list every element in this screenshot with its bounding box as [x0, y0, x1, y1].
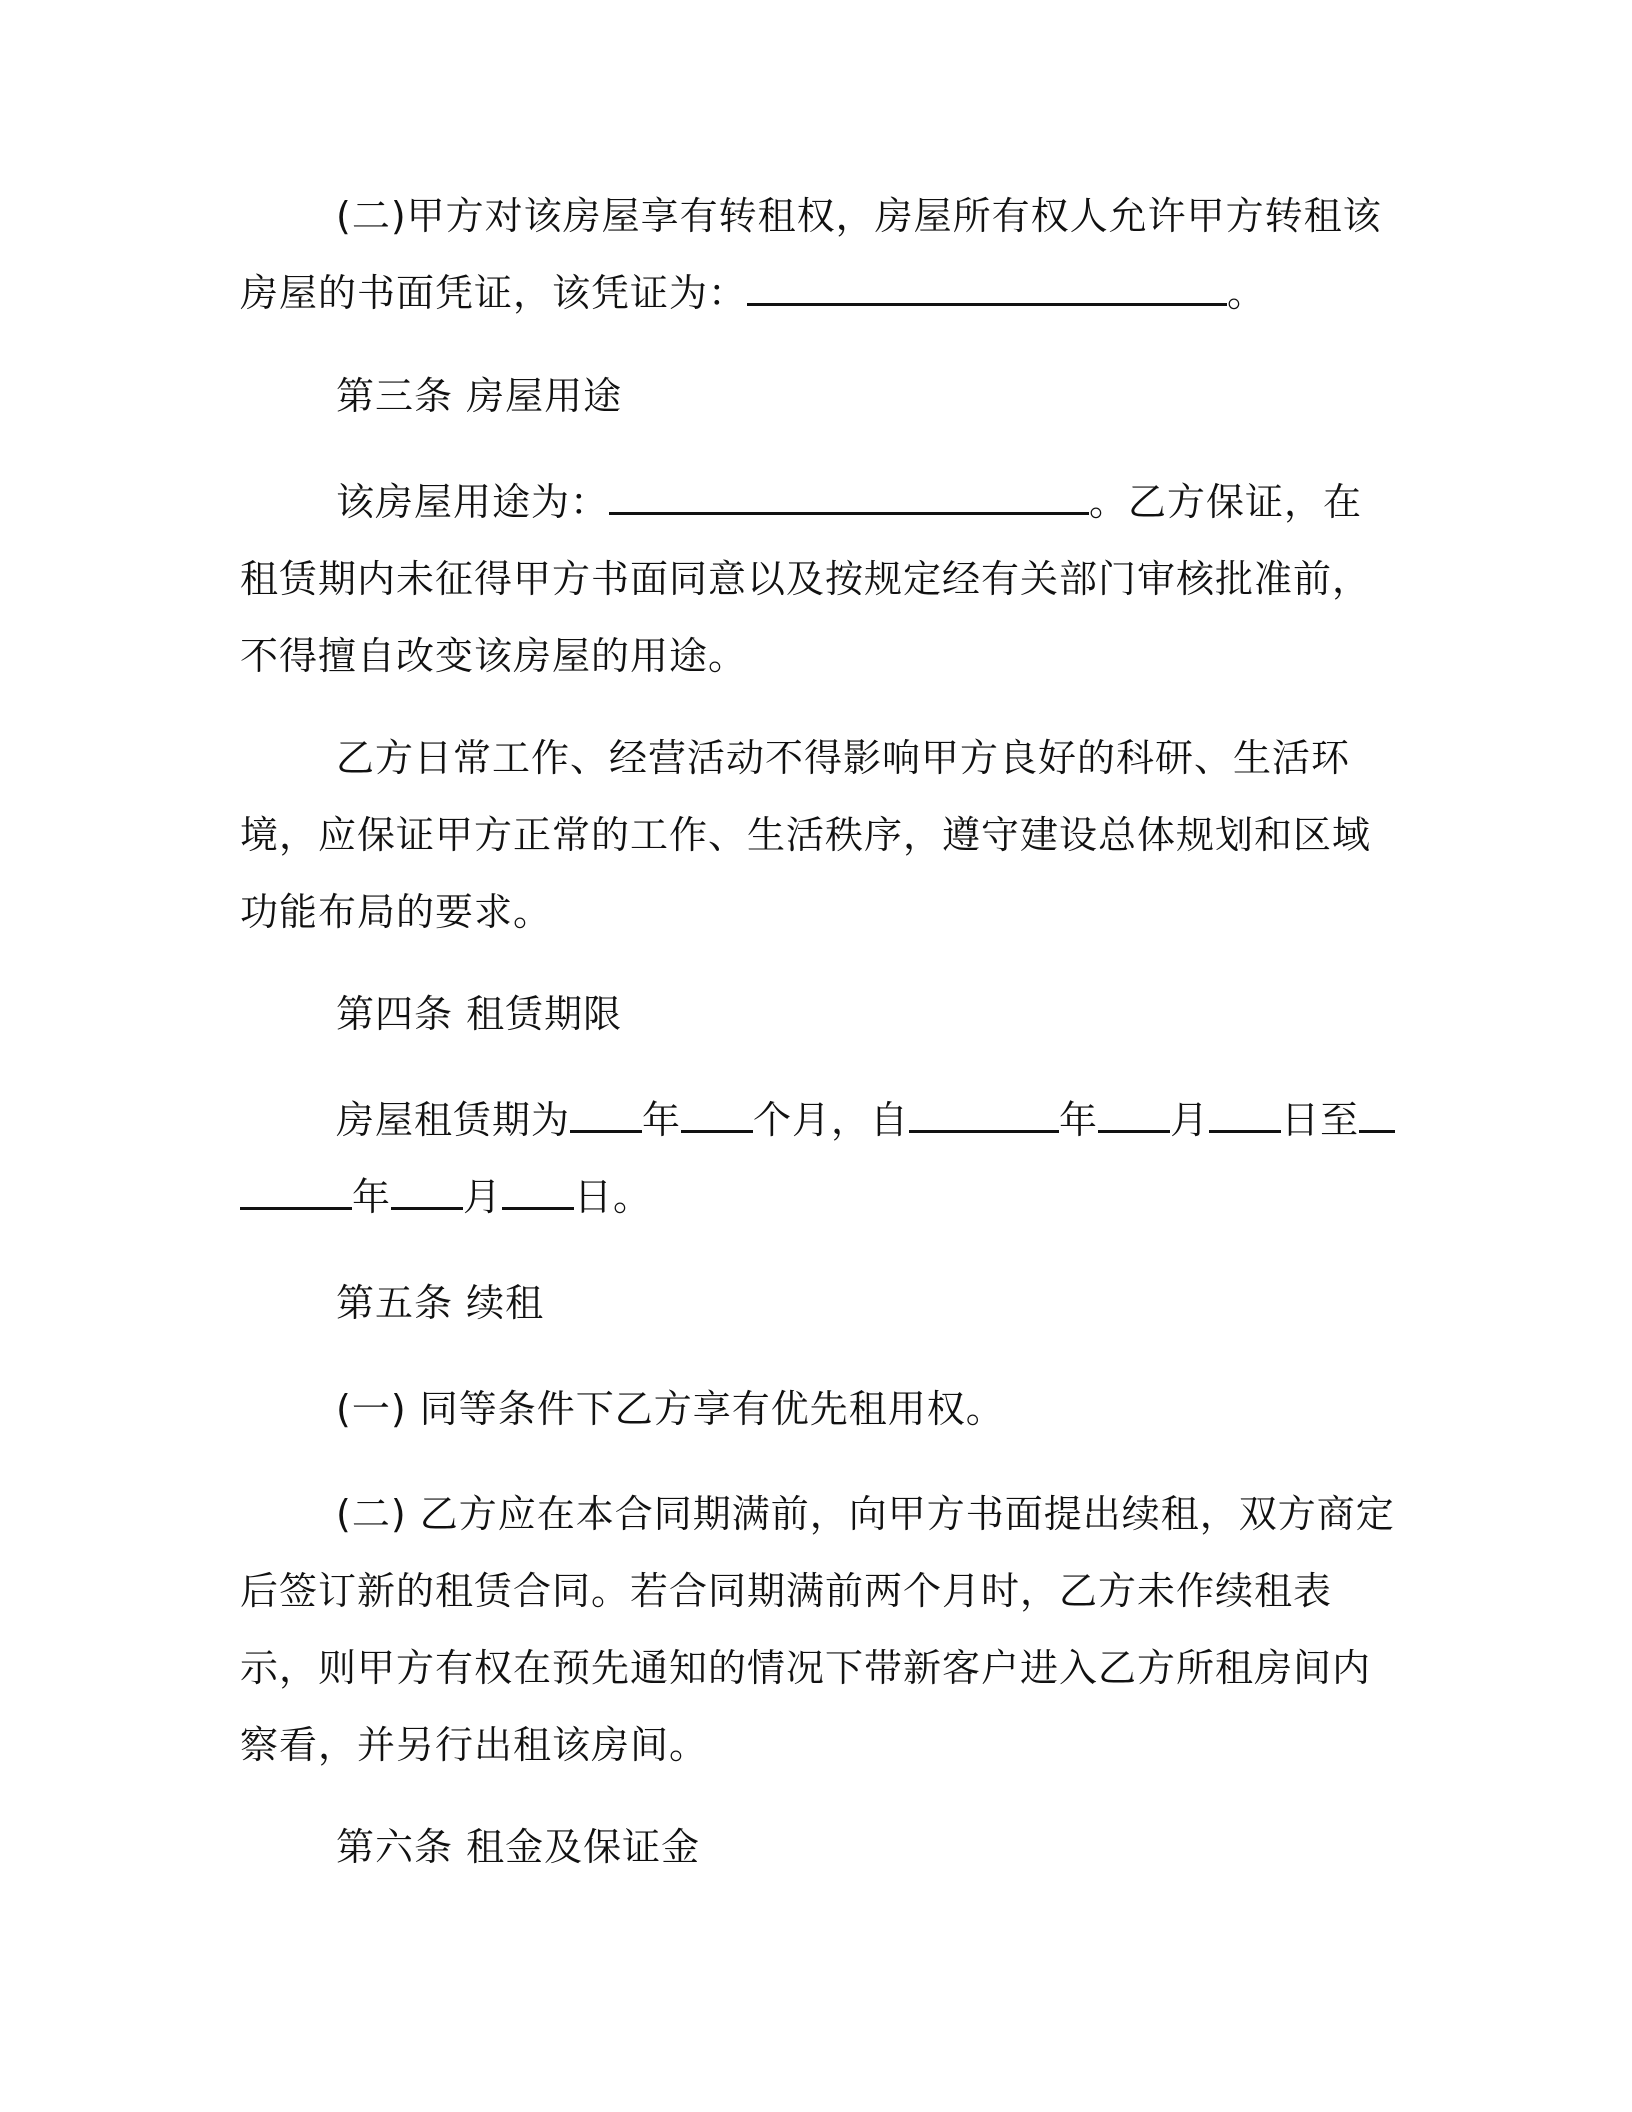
paragraph-text: 该房屋用途为：: [336, 480, 610, 524]
article-4-heading: 第四条 租赁期限: [336, 992, 623, 1036]
blank-line: [1209, 1100, 1281, 1133]
paragraph-priority-right: (一) 同等条件下乙方享有优先租用权。: [336, 1387, 1005, 1431]
blank-line: [681, 1100, 753, 1133]
paragraph-house-use: [240, 464, 1400, 695]
paragraph-text: 日至: [1281, 1098, 1360, 1142]
blank-line: [1098, 1100, 1170, 1133]
paragraph-text: 房屋租赁期为: [336, 1098, 571, 1142]
paragraph-sublease-right: [240, 178, 1400, 332]
blank-line: [391, 1177, 463, 1210]
article-6-heading: 第六条 租金及保证金: [336, 1825, 701, 1869]
paragraph-text: 月: [1170, 1098, 1210, 1142]
blank-line: [570, 1100, 642, 1133]
paragraph-text: 月: [463, 1175, 503, 1219]
paragraph-daily-work: 乙方日常工作、经营活动不得影响甲方良好的科研、生活环境，应保证甲方正常的工作、生活秩序，遵守建设总体规划和区域功能布局的要求。: [240, 736, 1372, 934]
paragraph-text: 年: [1059, 1098, 1099, 1142]
blank-line: [609, 482, 1089, 515]
lease-term-line-2: [240, 1159, 652, 1236]
blank-line: [909, 1100, 1059, 1133]
paragraph-text: 。: [1227, 271, 1267, 315]
blank-line: [502, 1177, 574, 1210]
article-5-heading: 第五条 续租: [336, 1281, 545, 1325]
blank-line: [747, 273, 1227, 306]
paragraph-text: 日。: [574, 1175, 653, 1219]
blank-line: [1359, 1100, 1395, 1133]
lease-term-line-1: [336, 1082, 1395, 1159]
paragraph-renewal: (二) 乙方应在本合同期满前，向甲方书面提出续租，双方商定后签订新的租赁合同。若合同期满前两个月时，乙方未作续租表示，则甲方有权在预先通知的情况下带新客户进入乙方所租房间内察看，并另行出租该房间。: [240, 1492, 1395, 1767]
paragraph-text: 年: [352, 1175, 392, 1219]
paragraph-text: 。乙方保证，在租赁期内未征得甲方书面同意以及按规定经有关部门审核批准前，不得擅自改变该房屋的用途。: [240, 480, 1372, 678]
paragraph-text: 年: [642, 1098, 682, 1142]
article-3-heading: 第三条 房屋用途: [336, 374, 623, 418]
blank-line: [240, 1177, 352, 1210]
paragraph-text: 个月，自: [753, 1098, 910, 1142]
paragraph-text: (二)甲方对该房屋享有转租权，房屋所有权人允许甲方转租该房屋的书面凭证，该凭证为：: [240, 194, 1382, 315]
